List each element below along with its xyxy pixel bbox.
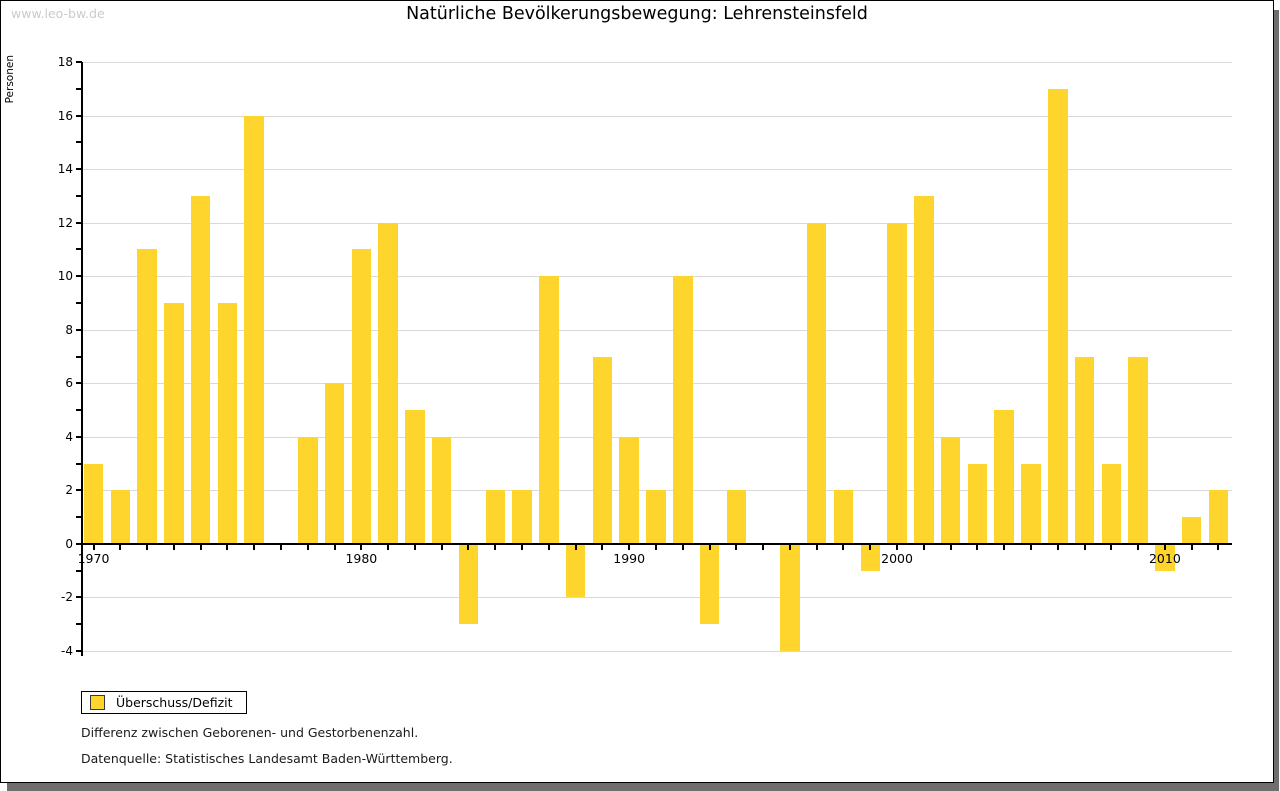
x-tick-1978 [307,545,309,550]
x-tick-1993 [709,545,711,550]
x-axis-line [83,543,1232,545]
x-tick-2002 [950,545,952,550]
bar-1990 [619,437,639,544]
plot-area [57,55,1232,658]
y-tick-8 [76,329,82,331]
y-axis-title: Personen [4,55,16,104]
bar-2011 [1182,517,1202,544]
y-tick-label: 14 [57,162,73,177]
bar-1986 [512,490,532,544]
y-tick-6 [76,382,82,384]
bar-1998 [834,490,854,544]
x-tick-2001 [923,545,925,550]
bar-2006 [1048,89,1068,544]
bar-1996 [780,545,800,651]
y-tick-label: 16 [57,108,73,123]
x-tick-2007 [1084,545,1086,550]
x-tick-2009 [1137,545,1139,550]
bar-1987 [539,276,559,544]
y-tick-7 [76,356,82,358]
x-tick-1972 [146,545,148,550]
bar-1980 [352,249,372,544]
y-tick-label: -2 [61,590,73,605]
x-tick-label: 2010 [1148,550,1181,566]
y-tick-label: 0 [65,536,73,551]
x-tick-1973 [173,545,175,550]
x-tick-1992 [682,545,684,550]
gridline--4 [83,651,1232,652]
bar-2009 [1128,357,1148,544]
x-tick-label: 2000 [881,550,913,566]
bar-1992 [673,276,693,544]
y-tick-label: 2 [65,483,73,498]
x-tick-2012 [1217,545,1219,550]
legend [81,691,247,714]
y-tick-17 [76,88,82,90]
bar-1984 [459,545,479,624]
bar-1974 [191,196,211,544]
y-tick-label: 8 [65,322,73,337]
x-tick-2005 [1030,545,1032,550]
y-tick-label: 18 [57,55,73,69]
y-tick--1 [76,570,82,572]
y-tick-15 [76,141,82,143]
x-tick-1986 [521,545,523,550]
x-tick-1984 [467,545,469,550]
bar-2008 [1102,464,1122,544]
bar-2003 [968,464,988,544]
y-tick--3 [76,623,82,625]
gridline--2 [83,597,1232,598]
x-tick-1997 [816,545,818,550]
bar-2012 [1209,490,1229,544]
y-tick-10 [76,275,82,277]
y-tick--2 [76,596,82,598]
x-tick-1983 [441,545,443,550]
y-tick-11 [76,248,82,250]
footnote-source: Datenquelle: Statistisches Landesamt Baden-Württemberg. [81,751,453,766]
bar-2000 [887,223,907,544]
y-tick-label: 6 [65,376,73,391]
x-tick-1975 [226,545,228,550]
bar-1970 [84,464,104,544]
x-tick-2004 [1003,545,1005,550]
x-tick-1982 [414,545,416,550]
bar-1989 [593,357,613,544]
y-tick-14 [76,168,82,170]
x-tick-1994 [735,545,737,550]
bar-1991 [646,490,666,544]
x-tick-1977 [280,545,282,550]
x-tick-1989 [601,545,603,550]
y-tick-16 [76,115,82,117]
bar-2005 [1021,464,1041,544]
x-tick-label: 1990 [613,550,646,566]
y-tick-0 [76,543,82,545]
y-tick-4 [76,436,82,438]
x-tick-1971 [119,545,121,550]
y-tick-12 [76,222,82,224]
y-tick-13 [76,195,82,197]
footnote-definition: Differenz zwischen Geborenen- und Gestorbenenzahl. [81,725,419,740]
bar-1979 [325,383,345,544]
x-tick-label: 1970 [77,550,110,566]
bar-1972 [137,249,157,544]
watermark: www.leo-bw.de [11,6,105,21]
bar-1985 [486,490,506,544]
y-tick-label: -4 [61,644,73,658]
x-tick-1981 [387,545,389,550]
x-tick-1974 [200,545,202,550]
bar-2007 [1075,357,1095,544]
bar-1983 [432,437,452,544]
bar-1973 [164,303,184,544]
bar-1997 [807,223,827,544]
x-tick-1991 [655,545,657,550]
x-tick-1970 [93,545,95,550]
bar-1982 [405,410,425,544]
chart-title: Natürliche Bevölkerungsbewegung: Lehrensteinsfeld [406,4,868,24]
bar-1971 [111,490,131,544]
x-tick-1995 [762,545,764,550]
bar-1976 [244,116,264,544]
bar-1988 [566,545,586,598]
x-tick-2006 [1057,545,1059,550]
x-tick-1985 [494,545,496,550]
x-tick-1996 [789,545,791,550]
x-tick-2000 [896,545,898,550]
bar-1981 [378,223,398,544]
y-tick-2 [76,489,82,491]
bar-2001 [914,196,934,544]
x-tick-1990 [628,545,630,550]
x-tick-1979 [334,545,336,550]
x-tick-1998 [842,545,844,550]
y-tick-18 [76,61,82,63]
bar-2004 [994,410,1014,544]
x-tick-1987 [548,545,550,550]
x-tick-label: 1980 [345,550,378,566]
bar-1994 [727,490,747,544]
gridline-18 [83,62,1232,63]
y-tick-5 [76,409,82,411]
y-tick--4 [76,650,82,652]
legend-label: Überschuss/Defizit [116,695,233,710]
x-tick-2010 [1164,545,1166,550]
y-tick-label: 10 [57,269,73,284]
y-tick-3 [76,463,82,465]
y-axis-line [81,62,83,656]
legend-swatch-icon [90,695,105,710]
bar-1978 [298,437,318,544]
x-tick-2003 [976,545,978,550]
y-tick-label: 12 [57,215,73,230]
x-tick-1980 [360,545,362,550]
bar-2002 [941,437,961,544]
x-tick-1976 [253,545,255,550]
x-tick-1988 [575,545,577,550]
bar-1993 [700,545,720,624]
bar-1975 [218,303,238,544]
y-tick-1 [76,516,82,518]
y-tick-9 [76,302,82,304]
x-tick-2011 [1191,545,1193,550]
x-tick-1999 [869,545,871,550]
x-tick-2008 [1110,545,1112,550]
y-tick-label: 4 [65,429,73,444]
